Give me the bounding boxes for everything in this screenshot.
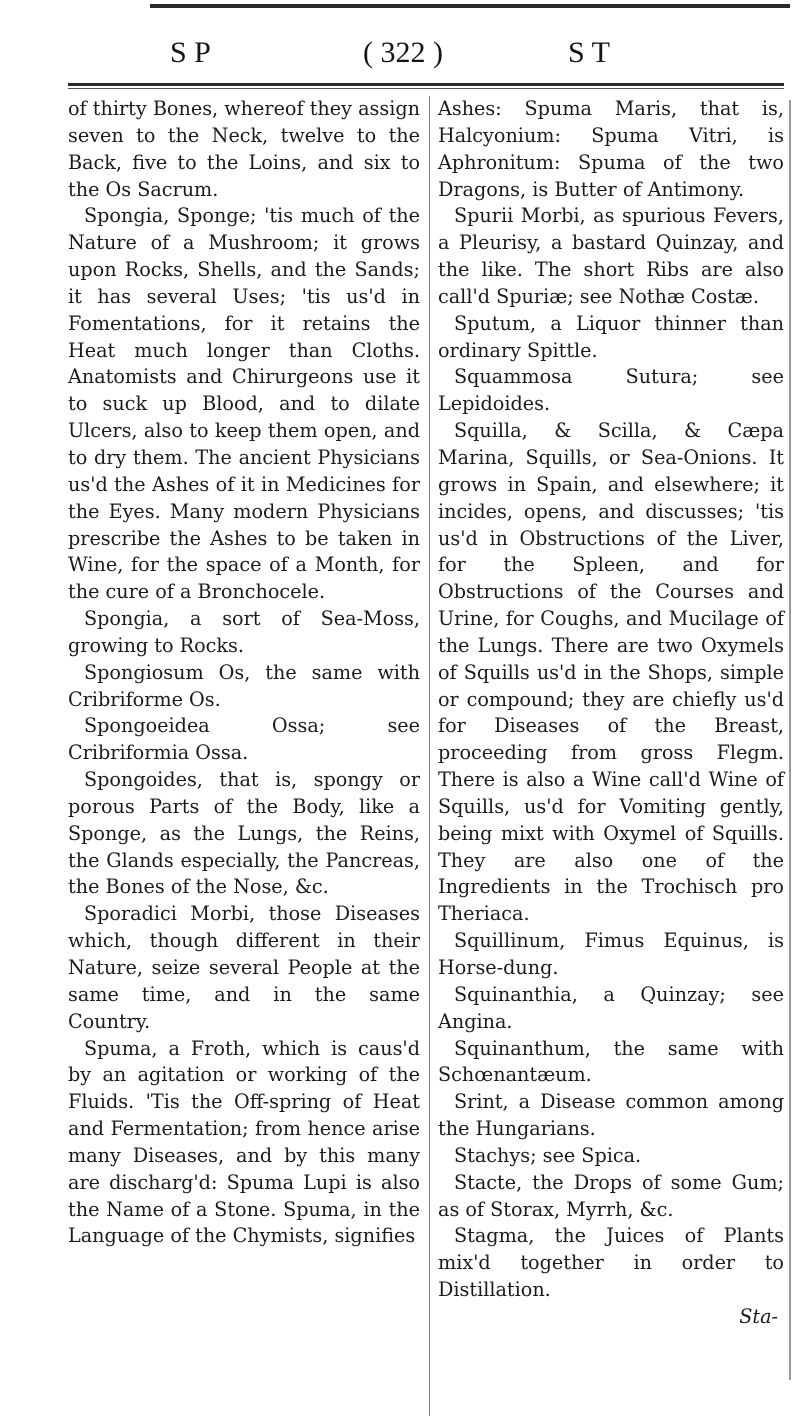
paragraph: Ashes: Spuma Maris, that is, Halcyonium: Spuma Vitri, is Aphronitum: Spuma of the two Dragons, is Butter of Antimony.	[438, 97, 784, 201]
paragraph: Stagma, the Juices of Plants mix'd together in order to Distillation.	[438, 1224, 784, 1302]
paragraph: Spongoides, that is, spongy or porous Parts of the Body, like a Sponge, as the Lungs, the Reins, the Glands especially, the Pancreas, the Bones of the Nose, &c.	[68, 768, 420, 899]
paragraph: Squilla, & Scilla, & Cæpa Marina, Squills, or Sea-Onions. It grows in Spain, and elsewhere; it incides, opens, and discusses; 'tis us'd in Obstructions of the Liver, for the Spleen, and for Obstructions of the Courses and Urine, for Coughs, and Mucilage of the Lungs. There are two Oxymels of Squills us'd in the Shops, simple or compound; they are chiefly us'd for Diseases of the Breast, proceeding from gross Flegm. There is also a Wine call'd Wine of Squills, us'd for Vomiting gently, being mixt with Oxymel of Squills. They are also one of the Ingredients in the Trochisch pro Theriaca.	[438, 419, 784, 926]
column-divider	[429, 96, 430, 1416]
paragraph: Spuma, a Froth, which is caus'd by an agitation or working of the Fluids. 'Tis the Off-spring of Heat and Fermentation; from hence arise many Diseases, and by this many are discharg'd: Spuma Lupi is also the Name of a Stone. Spuma, in the Language of the Chymists, signifies	[68, 1036, 420, 1248]
left-column	[68, 96, 420, 1250]
running-header	[170, 36, 790, 80]
header-right: S T	[568, 36, 610, 69]
right-column	[438, 96, 784, 1331]
page-number: ( 322 )	[363, 36, 443, 69]
catchword: Sta-	[739, 1304, 778, 1328]
paragraph: Squillinum, Fimus Equinus, is Horse-dung.	[438, 929, 784, 979]
paragraph: of thirty Bones, whereof they assign seven to the Neck, twelve to the Back, five to the Loins, and six to the Os Sacrum.	[68, 97, 420, 201]
paragraph: Spongia, a sort of Sea-Moss, growing to Rocks.	[68, 607, 420, 657]
paragraph: Sputum, a Liquor thinner than ordinary Spittle.	[438, 311, 784, 362]
paragraph: Srint, a Disease common among the Hungarians.	[438, 1090, 784, 1141]
paragraph: Stachys; see Spica.	[454, 1143, 642, 1167]
paragraph: Spongoeidea Ossa; see Cribriformia Ossa.	[68, 714, 420, 765]
paragraph: Spongiosum Os, the same with Cribriforme Os.	[68, 660, 420, 711]
top-border-rule	[150, 4, 790, 8]
paragraph: Spurii Morbi, as spurious Fevers, a Pleurisy, a bastard Quinzay, and the like. The short Ribs are also call'd Spuriæ; see Nothæ Costæ.	[438, 204, 784, 308]
paragraph: Sporadici Morbi, those Diseases which, though different in their Nature, seize several People at the same time, and in the same Country.	[68, 902, 420, 1033]
paragraph: Squammosa Sutura; see Lepidoides.	[438, 365, 784, 416]
paragraph: Squinanthia, a Quinzay; see Angina.	[438, 982, 784, 1033]
paragraph: Spongia, Sponge; 'tis much of the Nature of a Mushroom; it grows upon Rocks, Shells, and the Sands; it has several Uses; 'tis us'd in Fomentations, for it retains the Heat much longer than Cloths. Anatomists and Chirurgeons use it to suck up Blood, and to dilate Ulcers, also to keep them open, and to dry them. The ancient Physicians us'd the Ashes of it in Medicines for the Eyes. Many modern Physicians prescribe the Ashes to be taken in Wine, for the space of a Month, for the cure of a Bronchocele.	[68, 204, 420, 604]
page-edge-shadow	[789, 100, 791, 1380]
header-left: S P	[170, 36, 211, 69]
header-rule-thin	[68, 88, 784, 89]
header-rule-thick	[68, 83, 784, 86]
paragraph: Stacte, the Drops of some Gum; as of Storax, Myrrh, &c.	[438, 1170, 784, 1221]
paragraph: Squinanthum, the same with Schœnantæum.	[438, 1036, 784, 1087]
